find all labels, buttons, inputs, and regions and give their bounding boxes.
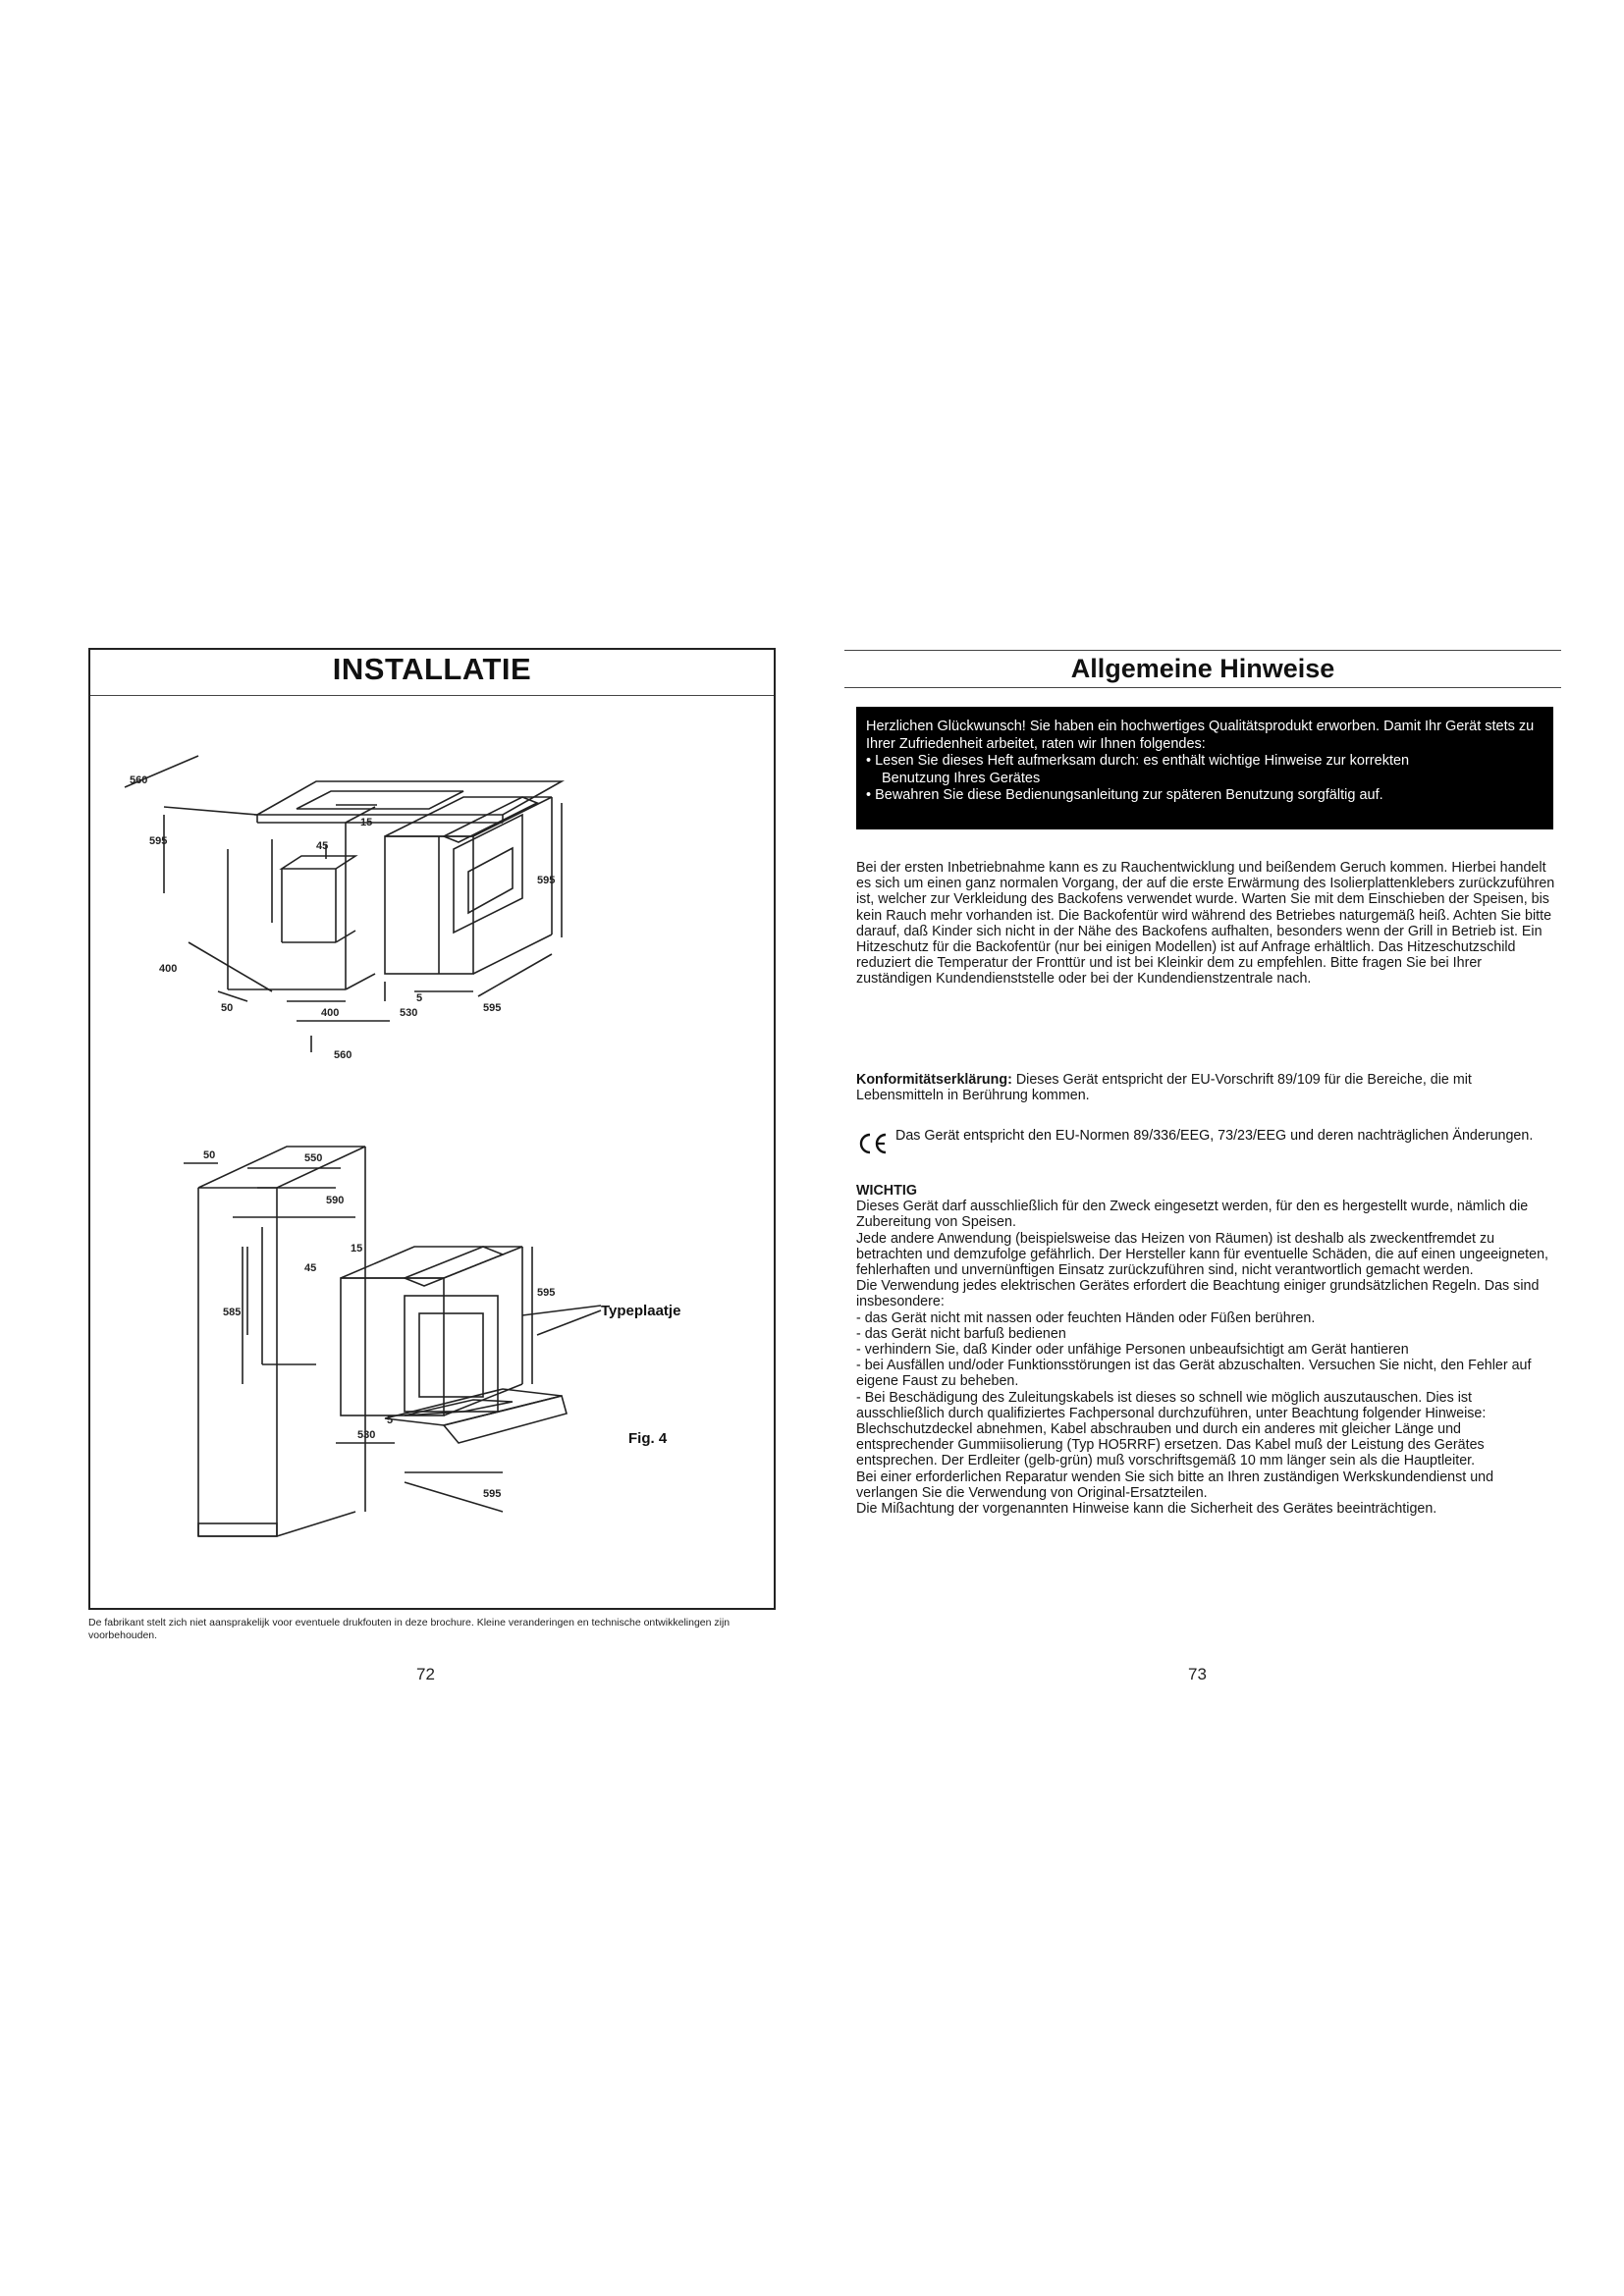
dim-label: 585 — [223, 1307, 242, 1318]
conformity-text: Dieses Gerät entspricht der EU-Vorschrift 89/109 für die Bereiche, die mit Lebensmitteln in Berührung kommen. — [856, 1072, 1472, 1104]
important-text: Die Verwendung jedes elektrischen Gerätes erfordert die Beachtung einiger grundsätzlichen Regeln. Das sind insbesondere: — [856, 1278, 1540, 1310]
dim-label: 530 — [400, 1007, 418, 1019]
dim-label: 45 — [304, 1262, 317, 1274]
dim-label: 15 — [360, 817, 373, 828]
dim-label: 5 — [387, 1415, 394, 1426]
intro-bullet — [866, 753, 1543, 787]
disclaimer-footnote: De fabrikant stelt zich niet aansprakelijk voor eventuele drukfouten in deze brochure. Kleine veranderingen en technische ontwikkelingen zijn voorbehouden. — [88, 1617, 731, 1641]
rule-item: - verhindern Sie, daß Kinder oder unfähige Personen unbeaufsichtigt am Gerät hantieren — [856, 1342, 1409, 1359]
ce-text: Das Gerät entspricht den EU-Normen 89/336/EEG, 73/23/EEG und deren nachträglichen Änderungen. — [895, 1128, 1534, 1144]
closing-text: Die Mißachtung der vorgenannten Hinweise kann die Sicherheit des Gerätes beeinträchtigen. — [856, 1501, 1437, 1518]
dim-label: 560 — [130, 774, 148, 786]
rule-item: - das Gerät nicht barfuß bedienen — [856, 1325, 1066, 1342]
intro-box — [856, 707, 1553, 829]
dim-label: 595 — [537, 875, 556, 886]
typeplate-label: Typeplaatje — [601, 1303, 681, 1319]
important-text: Dieses Gerät darf ausschließlich für den Zweck eingesetzt werden, für den es hergestellt wurde, nämlich die Zubereitung von Speisen. — [856, 1199, 1529, 1231]
dim-label: 15 — [351, 1243, 363, 1255]
rule-item: - bei Ausfällen und/oder Funktionsstörungen ist das Gerät abzuschalten. Versuchen Sie nicht, den Fehler auf eigene Faust zu beheben. — [856, 1358, 1532, 1390]
title-divider-bottom — [844, 687, 1561, 688]
intro-bullet — [866, 787, 1543, 805]
ce-statement — [856, 1128, 1558, 1144]
dim-label: 50 — [221, 1002, 234, 1014]
dim-label: 400 — [159, 963, 178, 975]
ce-mark-icon — [856, 1130, 890, 1157]
dim-label: 45 — [316, 840, 329, 852]
dim-label: 590 — [326, 1195, 345, 1206]
dim-label: 5 — [416, 992, 423, 1004]
bullet-text: • Lesen Sie dieses Heft aufmerksam durch: es enthält wichtige Hinweise zur korrekten — [866, 753, 1410, 769]
dim-label: 530 — [357, 1429, 376, 1441]
intro-text: Herzlichen Glückwunsch! Sie haben ein hochwertiges Qualitätsprodukt erworben. Damit Ihr Gerät stets zu Ihrer Zufriedenheit arbeitet, raten wir Ihnen folgendes: — [866, 719, 1535, 752]
dim-label: 560 — [334, 1049, 352, 1061]
paragraph-first-use: Bei der ersten Inbetriebnahme kann es zu Rauchentwicklung und beißendem Geruch kommen. Hierbei handelt es sich um einen ganz normalen Vorgang, der auf die erste Erwärmung des Isolierplattenklebers zurückzuführen ist, welcher zur Verkleidung des Backofens verwendet wurde. Warten Sie mit dem Einschieben der Speisen, bis kein Rauch mehr vorhanden ist. Die Backofentür wird während des Betriebes naturgemäß heiß. Achten Sie bitte darauf, daß Kinder sich nicht in der Nähe des Backofens aufhalten, besonders wenn der Grill in Betrieb ist. Ein Hitzeschutz für die Backofentür (nur bei einigen Modellen) ist auf Anfrage erhältlich. Das Hitzeschutzschild reduziert die Temperatur der Fronttür und ist bei Kleinkir dem zu empfehlen. Bitte fragen Sie bei Ihrer zuständigen Kundendienststelle oder bei der Kundendienstzentrale nach. — [856, 860, 1555, 988]
important-heading: WICHTIG — [856, 1183, 917, 1199]
rule-item: - das Gerät nicht mit nassen oder feuchten Händen oder Füßen berühren. — [856, 1309, 1316, 1326]
page-number-left: 72 — [416, 1665, 435, 1683]
dim-label: 595 — [483, 1488, 502, 1500]
dim-label: 50 — [203, 1149, 216, 1161]
important-section — [856, 1183, 1558, 1517]
installation-diagram — [90, 697, 774, 1608]
rule-item: - Bei Beschädigung des Zuleitungskabels ist dieses so schnell wie möglich auszutauschen. Dies ist ausschließlich durch qualifiziertes Fachpersonal durchzuführen, unter Beachtung folgender Hinweise: Blechschutzdeckel abnehmen, Kabel abschrauben und durch ein anderes mit gleicher Länge und entsprechender Gummiisolierung (Typ HO5RRF) ersetzen. Das Kabel muß der Leistung des Gerätes entsprechen. Der Erdleiter (gelb-grün) muß vorschriftsgemäß 10 mm länger sein als die Hauptleiter. — [856, 1389, 1487, 1469]
important-text: Jede andere Anwendung (beispielsweise das Heizen von Räumen) ist deshalb als zweckentfremdet zu betrachten und demzufolge gefährlich. Der Hersteller kann für eventuelle Schäden, die auf einen ungeeigneten, fehlerhaften und unvernünftigen Einsatz zurückzuführen sind, nicht verantwortlich gemacht werden. — [856, 1230, 1548, 1279]
conformity-paragraph — [856, 1072, 1558, 1103]
page-number-right: 73 — [1188, 1665, 1207, 1683]
bullet-text: • Bewahren Sie diese Bedienungsanleitung zur späteren Benutzung sorgfältig auf. — [866, 787, 1383, 803]
closing-text: Bei einer erforderlichen Reparatur wenden Sie sich bitte an Ihren zuständigen Werkskundendienst und verlangen Sie die Verwendung von Original-Ersatzteilen. — [856, 1468, 1494, 1501]
installation-drawing — [90, 697, 774, 1608]
title-divider — [90, 695, 774, 696]
page-title: Allgemeine Hinweise — [1070, 654, 1335, 683]
installation-panel — [88, 648, 776, 1610]
dim-label: 595 — [149, 835, 168, 847]
dim-label: 550 — [304, 1152, 323, 1164]
figure-caption: Fig. 4 — [628, 1430, 668, 1447]
dim-label: 595 — [537, 1287, 556, 1299]
bullet-text-continued: Benutzung Ihres Gerätes — [882, 770, 1041, 786]
dim-label: 595 — [483, 1002, 502, 1014]
installation-title: INSTALLATIE — [332, 652, 532, 686]
conformity-label: Konformitätserklärung: — [856, 1072, 1012, 1088]
dim-label: 400 — [321, 1007, 340, 1019]
